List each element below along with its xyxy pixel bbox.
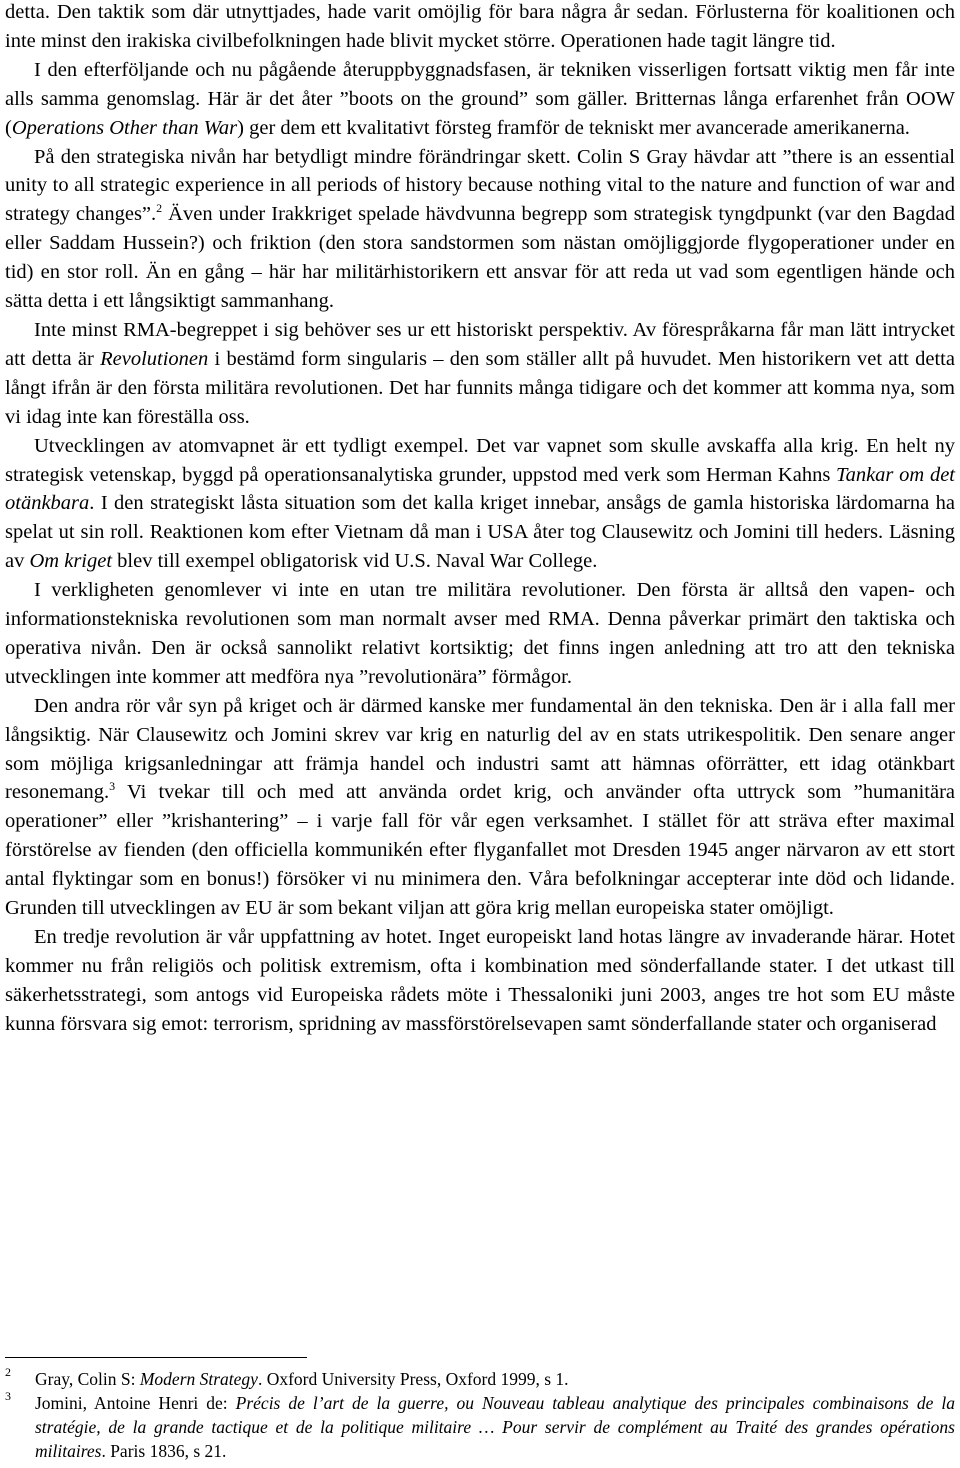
paragraph bbox=[5, 143, 955, 316]
footnote-number: 2 bbox=[5, 1365, 11, 1379]
text-run: Utvecklingen av atomvapnet är ett tydligt exempel. Det var vapnet som skulle avskaffa alla krig. En helt ny strategisk vetenskap, byggd på operationsanalytiska grunder, uppstod med verk som Herman Kahns bbox=[5, 434, 955, 486]
footnote-reference: 2 bbox=[156, 201, 163, 216]
text-run: ) ger dem ett kvalitativt försteg framför de tekniskt mer avancerade amerikanerna. bbox=[237, 116, 910, 139]
paragraph bbox=[5, 316, 955, 432]
footnote bbox=[5, 1367, 955, 1391]
text-run: detta. Den taktik som där utnyttjades, hade varit omöjlig för bara några år sedan. Förlusterna för koalitionen och inte minst den irakiska civilbefolkningen hade blivit mycket större. Operationen hade tagit längre tid. bbox=[5, 1, 955, 52]
paragraph bbox=[5, 576, 955, 692]
paragraph bbox=[5, 56, 955, 143]
text-run: Gray, Colin S: bbox=[35, 1369, 140, 1389]
italic-text: Operations Other than War bbox=[11, 116, 238, 139]
text-run: blev till exempel obligatorisk vid U.S. Naval War College. bbox=[112, 550, 598, 573]
paragraph bbox=[5, 692, 955, 923]
text-run: Inte minst RMA-begreppet i sig behöver ses ur ett historiskt perspektiv. Av förespråkarna får man lätt intrycket att detta är bbox=[5, 318, 955, 370]
text-run: Vi tvekar till och med att använda ordet krig, och använder ofta uttryck som ”humanitära operationer” eller ”krishantering” – i varje fall för vår egen verksamhet. I stället för att sträva efter maximal förstörelse av fienden (den officiella kommunikén efter flyganfallet mot Dresden 1945 anger närvaron av ett stort antal flyktingar som en bonus!) försöker vi nu minimera den. Våra befolkningar accepterar inte död och lidande. Grunden till utvecklingen av EU är som bekant viljan att göra krig mellan europeiska stater omöjligt. bbox=[5, 781, 955, 920]
text-run: På den strategiska nivån har betydligt mindre förändringar skett. Colin S Gray hävdar att ”there is an essential unity to all strategic experience in all periods of history because nothing vital to the nature and function of war and strategy changes”. bbox=[5, 145, 955, 226]
italic-text: Tankar om det otänkbara bbox=[5, 463, 955, 515]
text-run: En tredje revolution är vår uppfattning av hotet. Inget europeiskt land hotas längre av invaderande härar. Hotet kommer nu från religiös och politisk extremism, ofta i kombination med sönderfallande stater. I det utkast till säkerhetsstrategi, som antogs vid Europeiska rådets möte i Thessaloniki juni 2003, anges tre hot som EU måste kunna försvara sig emot: terrorism, spridning av massförstörelsevapen samt sönderfallande stater och organiserad bbox=[5, 926, 955, 1035]
paragraph bbox=[5, 432, 955, 577]
body-text bbox=[5, 0, 955, 1039]
footnote-number: 3 bbox=[5, 1389, 11, 1403]
paragraph bbox=[5, 0, 955, 56]
text-run: . I den strategiskt låsta situation som det kalla kriget innebar, ansågs de gamla historiska lärdomarna ha spelat ut sin roll. Reaktionen kom efter Vietnam då man i USA åter tog Clausewitz och Jomini till heders. Läsning av bbox=[5, 492, 955, 573]
italic-text: Précis de l’art de la guerre, ou Nouveau tableau analytique des principales combinaisons de la stratégie, de la grande tactique et de la politique militaire … Pour servir de complément au Traité des grandes opérations militaires bbox=[35, 1393, 955, 1461]
footnote-reference: 3 bbox=[109, 779, 116, 794]
italic-text: Modern Strategy bbox=[139, 1369, 258, 1389]
italic-text: Revolutionen bbox=[100, 347, 209, 370]
footnote-separator bbox=[5, 1357, 307, 1358]
document-page bbox=[5, 0, 955, 1039]
footnotes bbox=[5, 1367, 955, 1463]
paragraph bbox=[5, 923, 955, 1039]
text-run: i bestämd form singularis – den som ställer allt på huvudet. Men historikern vet att detta långt ifrån är den första militära revolutionen. Det har funnits många tidigare och det kommer att komma nya, som vi idag inte kan föreställa oss. bbox=[5, 347, 955, 428]
text-run: I den efterföljande och nu pågående återuppbyggnadsfasen, är tekniken visserligen fortsatt viktig men får inte alls samma genomslag. Här är det åter ”boots on the ground” som gäller. Britternas långa erfarenhet från OOW ( bbox=[5, 58, 955, 139]
text-run: . Oxford University Press, Oxford 1999, s 1. bbox=[257, 1369, 569, 1389]
text-run: . Paris 1836, s 21. bbox=[101, 1441, 227, 1461]
text-run: I verkligheten genomlever vi inte en utan tre militära revolutioner. Den första är alltså den vapen- och informationstekniska revolutionen som man normalt avser med RMA. Denna påverkar primärt den taktiska och operativa nivån. Den är också sannolikt relativt kortsiktig; det finns ingen anledning att tro att den tekniska utvecklingen inte kommer att medföra nya ”revolutionära” förmågor. bbox=[5, 579, 955, 688]
text-run: Den andra rör vår syn på kriget och är därmed kanske mer fundamental än den tekniska. Den är i alla fall mer långsiktig. När Clausewitz och Jomini skrev var krig en naturlig del av en stats utrikespolitik. Den senare anger som möjliga krigsanledningar att främja handel och industri samt att hämnas oförrätter, ett idag otänkbart resonemang. bbox=[5, 694, 955, 804]
italic-text: Om kriget bbox=[29, 550, 113, 573]
text-run: Även under Irakkriget spelade hävdvunna begrepp som strategisk tyngdpunkt (var den Bagdad eller Saddam Hussein?) och friktion (den stora sandstormen som nästan omöjliggjorde flygoperationer under en tid) en stor roll. Än en gång – här har militärhistorikern ett ansvar för att reda ut vad som egentligen hände och sätta detta i ett långsiktigt sammanhang. bbox=[5, 203, 955, 313]
text-run: Jomini, Antoine Henri de: bbox=[35, 1393, 236, 1413]
footnote bbox=[5, 1391, 955, 1463]
